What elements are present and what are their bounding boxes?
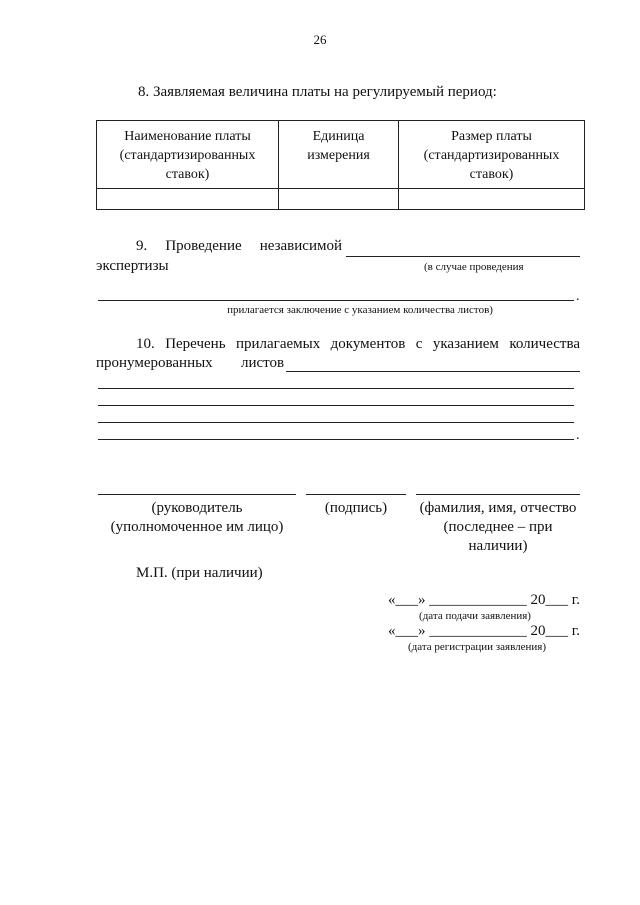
expertise-fill-line[interactable]: [98, 300, 574, 301]
caption-line: (руководитель: [151, 500, 243, 516]
fee-table: [96, 120, 585, 210]
section-10-word: Перечень: [165, 336, 226, 352]
caption-line: (последнее – при: [443, 519, 553, 535]
head-signature-line[interactable]: [98, 494, 296, 495]
section-9-number: 9.: [136, 238, 148, 254]
signature-line[interactable]: [306, 494, 406, 495]
header-line: Единица: [312, 129, 365, 144]
documents-fill-line[interactable]: [98, 422, 574, 423]
header-line: ставок): [165, 167, 210, 182]
documents-fill-line[interactable]: [286, 371, 580, 372]
expertise-fill-line[interactable]: [346, 256, 580, 257]
header-line: (стандартизированных: [423, 148, 560, 163]
section-9-word: Проведение: [165, 238, 242, 254]
section-10-word: документов: [330, 336, 406, 352]
section-9-word: экспертизы: [96, 258, 169, 274]
caption-line: наличии): [468, 538, 528, 554]
table-header-row: [97, 121, 585, 189]
registration-date-caption: (дата регистрации заявления): [407, 641, 547, 653]
section-10-word: пронумерованных: [96, 355, 213, 371]
full-name-caption: [408, 499, 588, 556]
section-10-word: с: [415, 336, 423, 352]
section-10-number: 10.: [136, 336, 155, 352]
end-dot: .: [576, 428, 580, 443]
table-cell[interactable]: [97, 189, 279, 210]
submission-date-caption: (дата подачи заявления): [419, 610, 531, 622]
end-dot: .: [576, 289, 580, 304]
section-10-word: прилагаемых: [235, 336, 321, 352]
full-name-line[interactable]: [416, 494, 580, 495]
header-line: (стандартизированных: [119, 148, 256, 163]
section-9-heading: [136, 238, 342, 255]
section-10-heading: [136, 336, 580, 353]
header-line: измерения: [307, 148, 370, 163]
head-caption: [88, 499, 306, 537]
stamp-placeholder: М.П. (при наличии): [136, 565, 263, 581]
caption-line: (уполномоченное им лицо): [110, 519, 284, 535]
table-cell[interactable]: [279, 189, 399, 210]
documents-fill-line[interactable]: [98, 388, 574, 389]
documents-fill-line[interactable]: [98, 439, 574, 440]
table-cell[interactable]: [399, 189, 585, 210]
section-10-word: указанием: [432, 336, 499, 352]
documents-fill-line[interactable]: [98, 405, 574, 406]
section-10-word: листов: [241, 355, 285, 371]
table-row: [97, 189, 585, 210]
section-9-hint: (в случае проведения: [424, 261, 524, 273]
header-line: ставок): [469, 167, 514, 182]
section-8-title: 8. Заявляемая величина платы на регулируемый период:: [138, 84, 497, 100]
submission-date-field[interactable]: «___» _____________ 20___ г.: [388, 592, 580, 608]
page-number: 26: [313, 32, 327, 47]
section-9-word: независимой: [259, 238, 342, 254]
table-header-cell: [97, 121, 279, 189]
table-header-cell: [399, 121, 585, 189]
section-10-word: количества: [509, 336, 580, 352]
caption-line: (подпись): [324, 500, 388, 516]
caption-line: (фамилия, имя, отчество: [419, 500, 577, 516]
header-line: Размер платы: [451, 129, 532, 144]
signature-caption: [306, 499, 406, 518]
table-header-cell: [279, 121, 399, 189]
header-line: Наименование платы: [124, 129, 251, 144]
section-9-hint: прилагается заключение с указанием количества листов): [227, 304, 493, 316]
registration-date-field[interactable]: «___» _____________ 20___ г.: [388, 623, 580, 639]
